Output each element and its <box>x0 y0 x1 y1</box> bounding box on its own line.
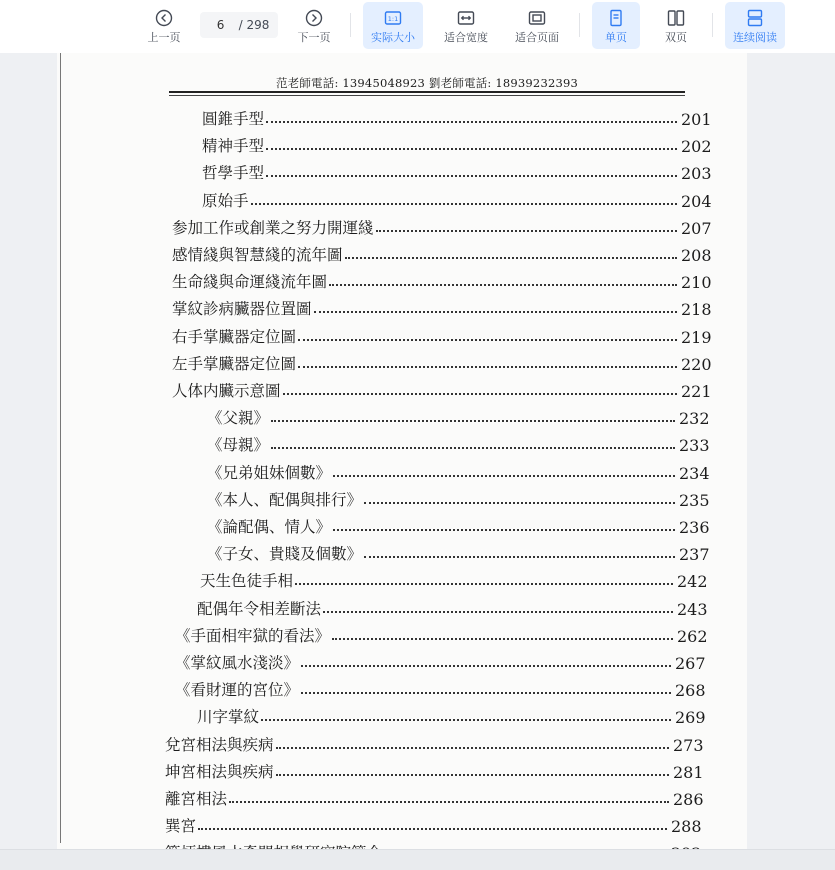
svg-text:1:1: 1:1 <box>387 14 399 23</box>
toc-leader-dots <box>271 446 675 449</box>
toc-entry-page: 220 <box>681 355 712 374</box>
double-page-icon <box>666 8 686 28</box>
toc-entry-title: 配偶年令相差斷法 <box>197 600 322 618</box>
chevron-right-circle-icon <box>304 8 324 28</box>
page-header-phone: 范老師電話: 13945048923 劉老師電話: 18939232393 <box>275 76 579 90</box>
toc-entry <box>165 812 705 836</box>
document-page <box>57 53 747 853</box>
toc-entry-page: 232 <box>679 409 710 428</box>
toc-entry-page: 233 <box>679 436 710 455</box>
toc-entry-page: 286 <box>673 790 704 809</box>
toc-entry-title: 《看財運的宮位》 <box>175 681 300 699</box>
toc-entry-page: 288 <box>671 817 702 836</box>
toc-leader-dots <box>295 582 673 585</box>
toc-leader-dots <box>333 528 675 531</box>
toc-entry-title: 巽宮 <box>165 817 197 835</box>
header-rule <box>169 91 685 93</box>
fit-page-label: 适合页面 <box>515 30 559 44</box>
toc-entry <box>200 567 711 591</box>
toc-entry-title: 人体内臟示意圖 <box>172 382 281 400</box>
toc-entry-page: 235 <box>679 491 710 510</box>
page-indicator <box>200 12 278 38</box>
toc-entry-page: 210 <box>681 273 712 292</box>
toc-leader-dots <box>329 283 677 286</box>
toc-entry-title: 《兄弟姐妹個數》 <box>207 464 332 482</box>
toc-entry-page: 237 <box>679 545 710 564</box>
toc-leader-dots <box>323 610 673 613</box>
toc-entry-page: 234 <box>679 464 710 483</box>
toc-entry <box>175 676 709 700</box>
toc-entry <box>207 459 713 483</box>
toc-entry-page: 267 <box>675 654 706 673</box>
continuous-reading-button[interactable] <box>725 2 785 49</box>
toc-entry-title: 哲學手型 <box>202 164 265 182</box>
toc-entry-page: 201 <box>681 110 712 129</box>
toc-entry <box>197 595 711 619</box>
toc-entry <box>172 214 715 238</box>
toc-entry-title: 《母親》 <box>207 436 270 454</box>
toc-entry-title: 《本人、配偶與排行》 <box>207 491 363 509</box>
toc-entry-title: 《論配偶、情人》 <box>207 518 332 536</box>
toc-entry-title: 左手掌臟器定位圖 <box>172 355 297 373</box>
toc-entry-page: 268 <box>675 681 706 700</box>
double-page-label: 双页 <box>665 30 687 44</box>
toc-entry <box>165 758 707 782</box>
toc-leader-dots <box>261 718 671 721</box>
toc-entry <box>172 295 715 319</box>
toc-entry <box>172 268 715 292</box>
toc-entry <box>202 132 715 156</box>
fit-page-icon <box>527 8 547 28</box>
scan-edge-line <box>60 53 61 843</box>
toc-leader-dots <box>271 419 675 422</box>
toc-leader-dots <box>251 202 677 205</box>
next-page-button[interactable] <box>290 2 338 49</box>
toc-leader-dots <box>301 664 671 667</box>
toc-entry-page: 269 <box>675 708 706 727</box>
toc-entry <box>172 350 715 374</box>
toc-leader-dots <box>283 392 677 395</box>
toc-leader-dots <box>301 691 671 694</box>
toc-entry <box>175 622 711 646</box>
toc-entry <box>207 540 713 564</box>
toc-entry-title: 圓錐手型 <box>202 110 265 128</box>
toc-entry <box>165 785 707 809</box>
reader-toolbar <box>0 0 835 53</box>
toc-entry <box>202 105 715 129</box>
toc-entry <box>207 513 713 537</box>
toc-entry-title: 右手掌臟器定位圖 <box>172 328 297 346</box>
toc-entry-title: 精神手型 <box>202 137 265 155</box>
actual-size-button[interactable] <box>363 2 423 49</box>
actual-size-icon <box>383 8 403 28</box>
double-page-button[interactable] <box>652 2 700 49</box>
toc-leader-dots <box>198 827 667 830</box>
toc-entry-page: 243 <box>677 600 708 619</box>
toc-entry-page: 202 <box>681 137 712 156</box>
toc-entry-page: 207 <box>681 219 712 238</box>
toc-leader-dots <box>266 174 677 177</box>
toc-leader-dots <box>276 746 669 749</box>
toc-entry <box>197 703 709 727</box>
toc-entry-page: 281 <box>673 763 704 782</box>
toc-entry-title: 《父親》 <box>207 409 270 427</box>
fit-width-icon <box>456 8 476 28</box>
toc-entry <box>202 187 715 211</box>
single-page-label: 单页 <box>605 30 627 44</box>
toc-entry-title: 兌宮相法與疾病 <box>165 736 274 754</box>
toc-entry-page: 219 <box>681 328 712 347</box>
toc-entry-page: 221 <box>681 382 712 401</box>
toc-leader-dots <box>298 365 677 368</box>
fit-page-button[interactable] <box>507 2 567 49</box>
toc-leader-dots <box>332 637 673 640</box>
toc-entry-title: 参加工作或創業之努力開運綫 <box>172 219 374 237</box>
continuous-reading-icon <box>745 8 765 28</box>
bottom-status-bar <box>0 849 835 870</box>
toc-leader-dots <box>298 338 677 341</box>
toc-entry <box>165 731 707 755</box>
single-page-button[interactable] <box>592 2 640 49</box>
fit-width-button[interactable] <box>436 2 496 49</box>
toc-entry-title: 感情綫與智慧綫的流年圖 <box>172 246 343 264</box>
toc-entry-title: 原始手 <box>202 192 249 210</box>
toc-leader-dots <box>345 256 677 259</box>
toc-entry <box>207 404 713 428</box>
toc-leader-dots <box>364 555 675 558</box>
prev-page-button[interactable] <box>140 2 188 49</box>
toc-entry <box>172 377 715 401</box>
toc-entry <box>172 241 715 265</box>
toc-entry-page: 204 <box>681 192 712 211</box>
toc-entry-page: 242 <box>677 572 708 591</box>
toolbar-divider <box>712 13 713 37</box>
toc-entry-title: 天生色徒手相 <box>200 572 294 590</box>
toc-entry-page: 236 <box>679 518 710 537</box>
toc-leader-dots <box>364 501 675 504</box>
toc-entry <box>207 431 713 455</box>
chevron-left-circle-icon <box>154 8 174 28</box>
toc-entry-title: 離宮相法 <box>165 790 228 808</box>
toc-entry-title: 生命綫與命運綫流年圖 <box>172 273 328 291</box>
continuous-reading-label: 连续阅读 <box>733 30 777 44</box>
toc-entry <box>207 486 713 510</box>
toc-entry-page: 208 <box>681 246 712 265</box>
toc-leader-dots <box>376 229 677 232</box>
toc-entry <box>202 159 715 183</box>
next-page-label: 下一页 <box>297 30 331 44</box>
single-page-icon <box>606 8 626 28</box>
actual-size-label: 实际大小 <box>371 30 415 44</box>
toc-leader-dots <box>266 120 677 123</box>
page-number-input[interactable] <box>207 17 235 33</box>
fit-width-label: 适合宽度 <box>444 30 488 44</box>
toc-leader-dots <box>333 474 675 477</box>
toc-entry-page: 273 <box>673 736 704 755</box>
toc-entry-page: 262 <box>677 627 708 646</box>
toc-leader-dots <box>229 800 669 803</box>
document-viewer[interactable] <box>0 53 835 849</box>
toolbar-divider <box>579 13 580 37</box>
toc-leader-dots <box>276 773 669 776</box>
toc-entry-page: 203 <box>681 164 712 183</box>
toc-entry-title: 《子女、貴賤及個數》 <box>207 545 363 563</box>
toc-entry <box>175 649 709 673</box>
toc-leader-dots <box>266 147 677 150</box>
toolbar-divider <box>350 13 351 37</box>
toc-entry <box>172 323 715 347</box>
toc-entry-title: 掌紋診病臟器位置圖 <box>172 300 312 318</box>
toc-entry-title: 《手面相牢獄的看法》 <box>175 627 331 645</box>
page-total: / 298 <box>238 18 270 32</box>
toc-leader-dots <box>314 310 677 313</box>
prev-page-label: 上一页 <box>147 30 181 44</box>
toc-entry-title: 《掌紋風水淺淡》 <box>175 654 300 672</box>
toc-entry-title: 坤宮相法與疾病 <box>165 763 274 781</box>
header-rule <box>169 95 685 96</box>
toc-entry-title: 川字掌紋 <box>197 708 260 726</box>
toc-entry-page: 218 <box>681 300 712 319</box>
